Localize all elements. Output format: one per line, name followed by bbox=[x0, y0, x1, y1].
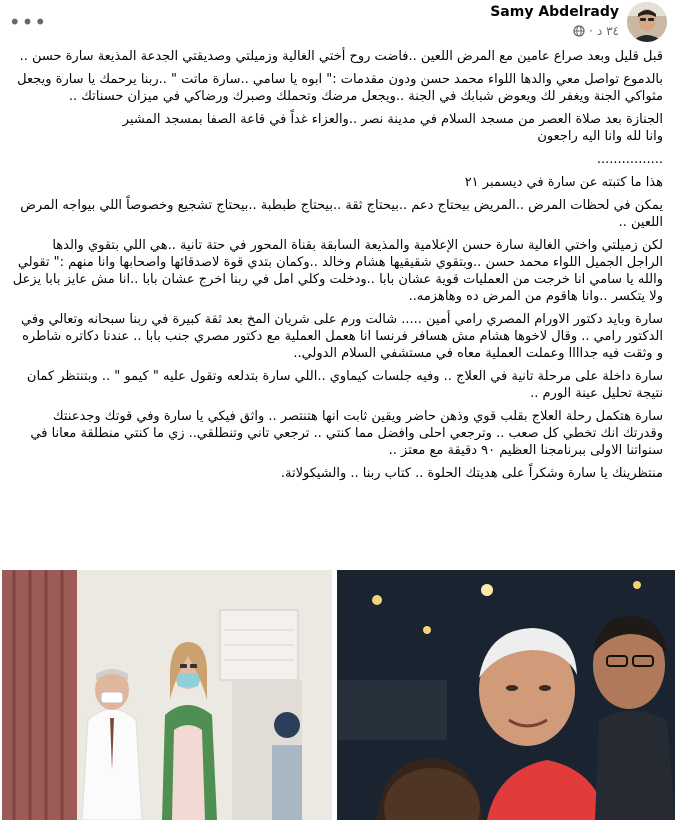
post-paragraph: سارة وبايد دكتور الاورام المصري رامي أمين ..... شالت ورم على شريان المخ بعد ثقة كبيرة في ربنا سبحانه وتعالي وفي الدكتور رامي .. وقال لاخوها هشام مش هسافر فرنسا انا هعمل العملية مع دكتور مصري جنب بابا .. عندنا دكاتره شاطره و وثقت فيه جداااا وعملت العملية معاه في مستشفي السلام الدولي.. bbox=[21, 312, 663, 361]
author-avatar[interactable] bbox=[627, 2, 667, 42]
post-header bbox=[0, 0, 675, 50]
post-photos bbox=[0, 570, 675, 820]
photo-selfie[interactable] bbox=[337, 570, 675, 820]
post-paragraph: لكن زميلتي واختي الغالية سارة حسن الإعلامية والمذيعة السابقة بقناة المحور في حتة تانية ..هي اللي بتقوي والدها الراجل الجميل اللواء محمد حسن ..وبتقوي شقيقيها هشام وخالد ..وكمان بتدي قوة لاصدقائها واصحابها وانا منهم :" تقولي والله يا سامي انا خرجت من العمليات قوية عشان بابا ..ودخلت وكلي امل في ربنا اخرج عشان بابا ..انا مش عايز بابا يزعل ولا يتكسر ..وانا هاقوم من المرض ده وهاهزمه.. bbox=[12, 238, 663, 304]
post-paragraph: يمكن في لحظات المرض ..المريض بيحتاج دعم ..بيحتاج ثقة ..بيحتاج طبطبة ..بيحتاج تشجيع وخصوصاً اللي بيواجه المرض اللعين .. bbox=[20, 198, 663, 230]
meta-separator: · bbox=[589, 24, 593, 38]
author-name[interactable]: Samy Abdelrady bbox=[490, 4, 619, 20]
post-paragraph: بالدموع تواصل معي والدها اللواء محمد حسن ودون مقدمات :" ابوه يا سامي ..سارة ماتت " ..ربنا يرحمك يا سارة ويجعل مثواكي الجنة ويغفر لك ويعوض شبابك في الجنة ..ويجعل مرضك وتحملك وصبرك ورضاكي في ميزان حسناتك .. bbox=[17, 72, 663, 104]
post-divider-text: ................ bbox=[596, 152, 663, 167]
more-icon: ••• bbox=[8, 10, 48, 34]
more-options-button[interactable] bbox=[10, 8, 46, 36]
post-paragraph: قبل قليل وبعد صراع عامين مع المرض اللعين ..فاضت روح أختي الغالية وزميلتي وصديقتي الجدعة المذيعة سارة حسن .. bbox=[19, 49, 663, 64]
post-paragraph: الجنازة بعد صلاة العصر من مسجد السلام في مدينة نصر ..والعزاء غداً في قاعة الصفا بمسجد المشير bbox=[122, 112, 663, 127]
post-time[interactable]: ٣٤ د bbox=[596, 24, 619, 38]
post-body bbox=[12, 48, 663, 488]
photo-hospital[interactable] bbox=[2, 570, 332, 820]
post-paragraph: سارة داخلة على مرحلة تانية في العلاج .. وفيه جلسات كيماوي ..اللي سارة بتدلعه وتقول عليه " كيمو " .. وبتنتظر كمان نتيجة تحليل عينة الورم .. bbox=[26, 369, 663, 401]
post-paragraph: وانا لله وانا اليه راجعون bbox=[537, 129, 663, 144]
post-paragraph: منتظرينك يا سارة وشكراً على هديتك الحلوة .. كتاب ربنا .. والشيكولاتة. bbox=[280, 466, 663, 481]
post-paragraph: هذا ما كتبته عن سارة في ديسمبر ٢١ bbox=[464, 175, 663, 190]
post-paragraph: سارة هتكمل رحلة العلاج بقلب قوي وذهن حاضر ويقين ثابت انها هتنتصر .. واثق فيكي يا سارة وفي قوتك وجدعنتك وقدرتك انك تخطي كل صعب .. وترجعي احلى وافضل مما كنتي .. ترجعي تاني وتنطلقي.. زي ما كنتي منطلقة معانا في سنواتنا الاولى ببرنامجنا العظيم ٩٠ دقيقة مع معتز .. bbox=[30, 409, 663, 458]
globe-icon[interactable] bbox=[573, 25, 585, 37]
avatar-image bbox=[627, 2, 667, 42]
post-meta bbox=[573, 24, 619, 38]
